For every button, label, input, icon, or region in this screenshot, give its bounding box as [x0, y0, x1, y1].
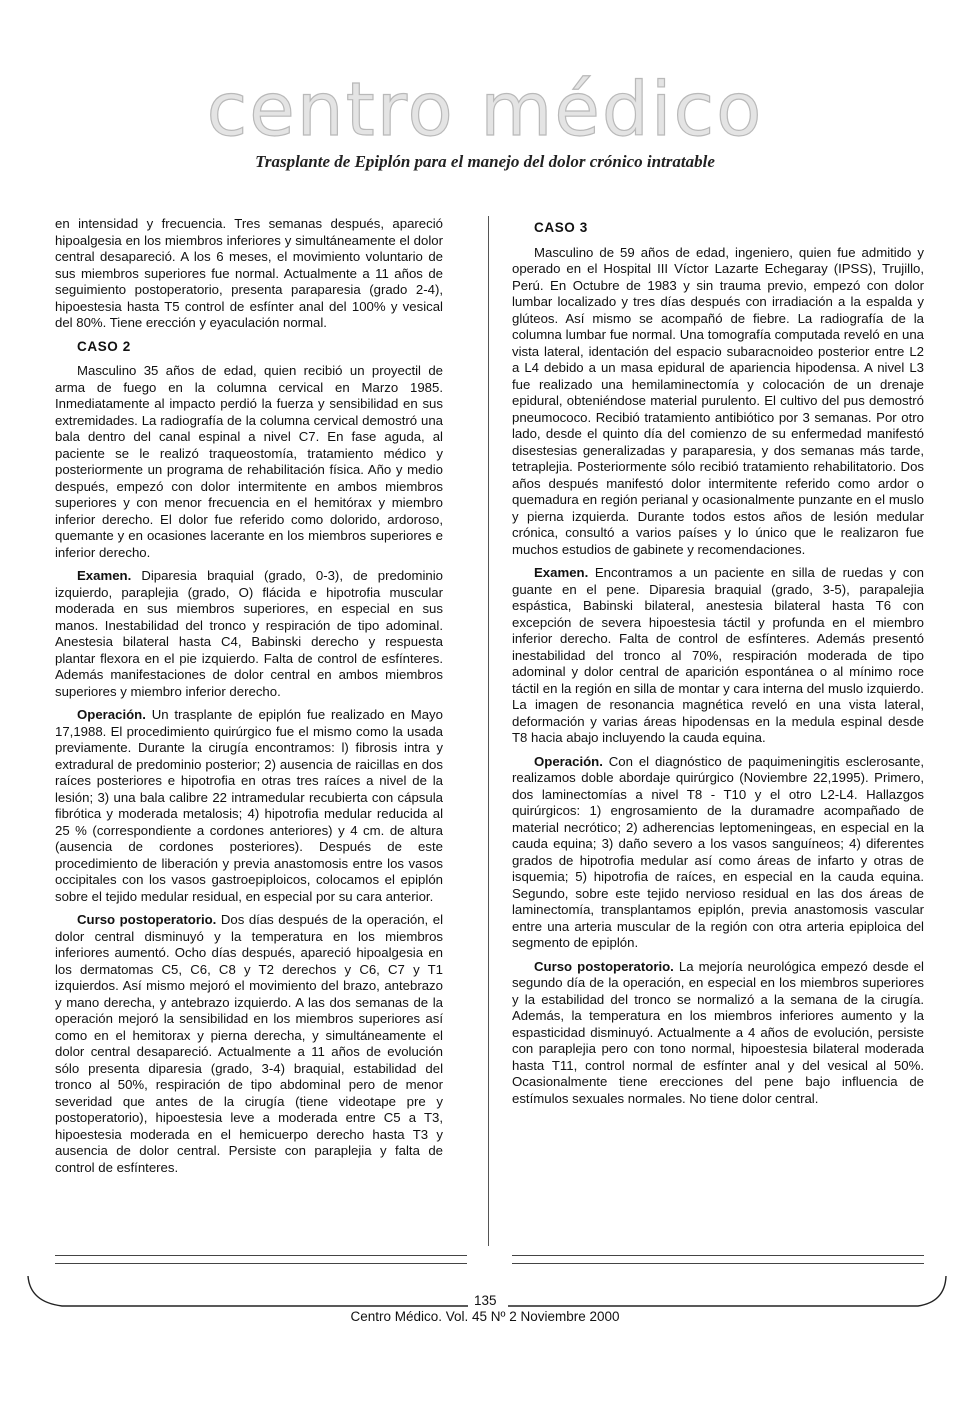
right-column [512, 216, 924, 1114]
operation-text: Un trasplante de epiplón fue realizado en Mayo 17,1988. El procedimiento quirúrgico fue el mismo como la usada previamente. Durante la cirugía encontramos: l) fibrosis intra y extradural de predominio posterior; 2) ausencia de raicillas en dos raíces posteriores e hipotrofia en otras tres raíces a nivel de la lesión; 3) una bala calibre 22 intramedular recubierta con cápsula fibrótica y moderada metalosis; 4) hipotrofia medular reducida al 25 % (correspondiente a cordones anteriores) y 4 cm. de altura (ausencia de cordones posteriores). Después de este procedimiento de liberación y previa anastomosis entre los vasos occipitales con los vasos gastroepiploicos, colocamos el epiplón sobre el tejido medular residual, en especial por su cara anterior. [55, 707, 443, 904]
case-3-postop [512, 959, 924, 1108]
exam-text: Encontramos a un paciente en silla de ruedas y con guante en el pene. Diparesia braquial (grado, 3-5), parapalejia espástica, Babinski bilateral, anestesia bilateral hasta T6 con excepción de severa hipoestesia táctil y profunda en el miembro inferior derecho. Falta de control de esfínteres. Además presentó inestabilidad del tronco al 70%, respiración moderada de tipo adominal y dolor central de aparición espontánea o al mínimo roce táctil en la región en silla de montar y cara interna del muslo izquierdo. La imagen de resonancia magnética reveló en una vista lateral, deformación y varias áreas hipodensas en la medula espinal desde T8 hacia abajo incluyendo la cauda equina. [512, 565, 925, 745]
case-3-operation [512, 754, 924, 952]
page-number: 135 [474, 1293, 497, 1308]
operation-text: Con el diagnóstico de paquimeningitis esclerosante, realizamos doble abordaje quirúrgico (Noviembre 22,1995). Primero, dos laminectomías a nivel T8 - T10 y el otro L2-L4. Hallazgos quirúrgicos: 1) engrosamiento de la duramadre acompañado de material necrótico; 2) adherencias leptomeningeas, en especial en la cauda equina; 3) daño severo a los vasos sanguíneos; 4) diferentes grados de hipotrofia medular así como áreas de infarto y otras de isquemia; 5) hipotrofia de raíces, en especial en la cauda equina. Segundo, sobre este tejido nervioso residual en las dos áreas de laminectomía, transplantamos epiplón, previa anastomosis vascular entre una arteria muscular de la región con otra arteria epiploica del segmento de epiplón. [512, 753, 925, 950]
journal-masthead: centro médico [206, 67, 764, 153]
bottom-rule-right-2 [512, 1263, 924, 1264]
operation-label: Operación. [77, 707, 146, 722]
intro-paragraph: en intensidad y frecuencia. Tres semanas después, apareció hipoalgesia en los miembros inferiores y simultáneamente el dolor central desapareció. A los 6 meses, el movimiento voluntario de sus miembros superiores fue normal. Actualmente a 11 años de seguimiento postoperatorio, presenta paraparesia (grado 2-4), hipoestesia hasta T5 control de esfínter anal del 100% y vesical del 80%. Tiene erección y eyaculación normal. [55, 216, 443, 330]
case-2-exam [55, 568, 443, 700]
bottom-rule-left-2 [55, 1263, 467, 1264]
article-title: Trasplante de Epiplón para el manejo del dolor crónico intratable [255, 152, 715, 171]
postop-text: Dos días después de la operación, el dolor central disminuyó y la temperatura en los miembros inferiores aumentó. Ocho días después, apareció hipoalgesia en los dermatomas C5, C6, C8 y T2 derechos y C6, C7 y T1 izquierdos. Así mismo mejoró el movimiento del brazo, antebrazo y mano derecha, y antebrazo izquierdo. A las dos semanas de la operación mejoró la sensibilidad en los miembros superiores así como en el hemitorax y pierna derecha, y simultáneamente el dolor central desapareció. Actualmente a 11 años de evolución sólo presenta diparesia (grado, 3-4) braquial, estabilidad del tronco al 50%, respiración de tipo abdominal pero de menor severidad que antes de la cirugía (tiene videotape pre y postoperatorio), hipoestesia leve a moderada entre C5 a T3, hipoestesia moderada en el hemicuerpo derecho hasta T3 y ausencia de dolor central. Persiste con paraplejia y falta de control de esfínteres. [55, 912, 443, 1175]
case-2-history: Masculino 35 años de edad, quien recibió un proyectil de arma de fuego en la columna cervical en Marzo 1985. Inmediatamente al impacto perdió la fuerza y sensibilidad en sus extremidades. La radiografía de la columna cervical demostró una bala dentro del canal espinal a nivel C7. En fase aguda, al paciente se le realizó traqueostomía, tratamiento médico y posteriormente un programa de rehabilitación física. Año y medio después, empezó con dolor intermitente en ambos miembros superiores y con menor frecuencia en el hemitórax y miembro inferior derecho. El dolor fue referido como dolorido, ardoroso, quemante y en ocasiones lacerante en los miembros superiores e inferior derecho. [55, 363, 443, 560]
bottom-rule-left-1 [55, 1255, 467, 1256]
exam-label: Examen. [534, 565, 589, 580]
left-column [55, 216, 443, 1183]
operation-label: Operación. [534, 753, 603, 769]
case-2-postop [55, 912, 443, 1176]
column-divider [488, 216, 489, 1246]
exam-text: Diparesia braquial (grado, 0-3), de predominio izquierdo, paraplejia (grado, O) flácida e hipotrofia muscular moderada en sus miembros superiores, en especial en sus manos. Inestabilidad del tronco y respiración de tipo adominal. Anestesia bilateral hasta C4, Babinski derecho y respuesta plantar flexora en el pie izquierdo. Falta de control de esfínteres. Además manifestaciones de dolor central en ambos miembros superiores y miembro inferior derecho. [55, 568, 443, 699]
case-3-history: Masculino de 59 años de edad, ingeniero, quien fue admitido y operado en el Hospital III Víctor Lazarte Echegaray (IPSS), Trujillo, Perú. En Octubre de 1983 y sin trauma previo, empezó con dolor lumbar localizado y tres días después con irradiación a la espalda y glúteos. Así mismo se acompañó de fiebre. La radiografía de la columna lumbar fue normal. Una tomografía computada reveló en una vista lateral, identación del espacio subaracnoideo posterior entre L2 a L4 debido a un masa epidural de apariencia hipodensa. A nivel L3 fue realizado una hemilaminectomía y colocación de un drenaje epidural, obteniéndose material purulento. El cultivo del pus demostró pneumococo. Recibió tratamiento antibiótico por 3 semanas. Por otro lado, desde el quinto día del comienzo de su enfermedad manifestó disestesias generalizadas y paraparesia, y dos semanas más tarde, tetraplejia. Posteriormente sólo recibió tratamiento rehabilitatorio. Dos años después manifestó dolor intermitente referido como ardor o quemadura en región perianal y ocasionalmente punzante en el muslo y pierna izquierda. Durante todos estos años de lesión medular crónica, consultó a varios países y lo único que le realizaron fue muchos estudios de gabinete y recomendaciones. [512, 244, 924, 557]
case-2-operation [55, 707, 443, 905]
exam-label: Examen. [77, 568, 132, 583]
postop-text: La mejoría neurológica empezó desde el segundo día de la operación, en especial en los miembros superiores y la estabilidad del tronco se normalizó a la semana de la cirugía. Además, la temperatura en los miembros inferiores aumento y la espasticidad disminuyó. Actualmente a 4 años de evolución, persiste con paraplejia pero con tono normal, hipoestesia bilateral moderada hasta T11, control normal de esfínter anal y del vesical al 50%. Ocasionalmente tiene erecciones del pene bajo influencia de estímulos sexuales normales. No tiene dolor central. [512, 958, 924, 1106]
postop-label: Curso postoperatorio. [77, 912, 217, 927]
case-3-heading: CASO 3 [534, 220, 588, 235]
bottom-rule-right-1 [512, 1255, 924, 1256]
case-3-exam [512, 565, 924, 747]
journal-citation: Centro Médico. Vol. 45 Nº 2 Noviembre 2000 [350, 1309, 620, 1324]
case-2-heading: CASO 2 [77, 338, 131, 354]
postop-label: Curso postoperatorio. [534, 958, 674, 974]
